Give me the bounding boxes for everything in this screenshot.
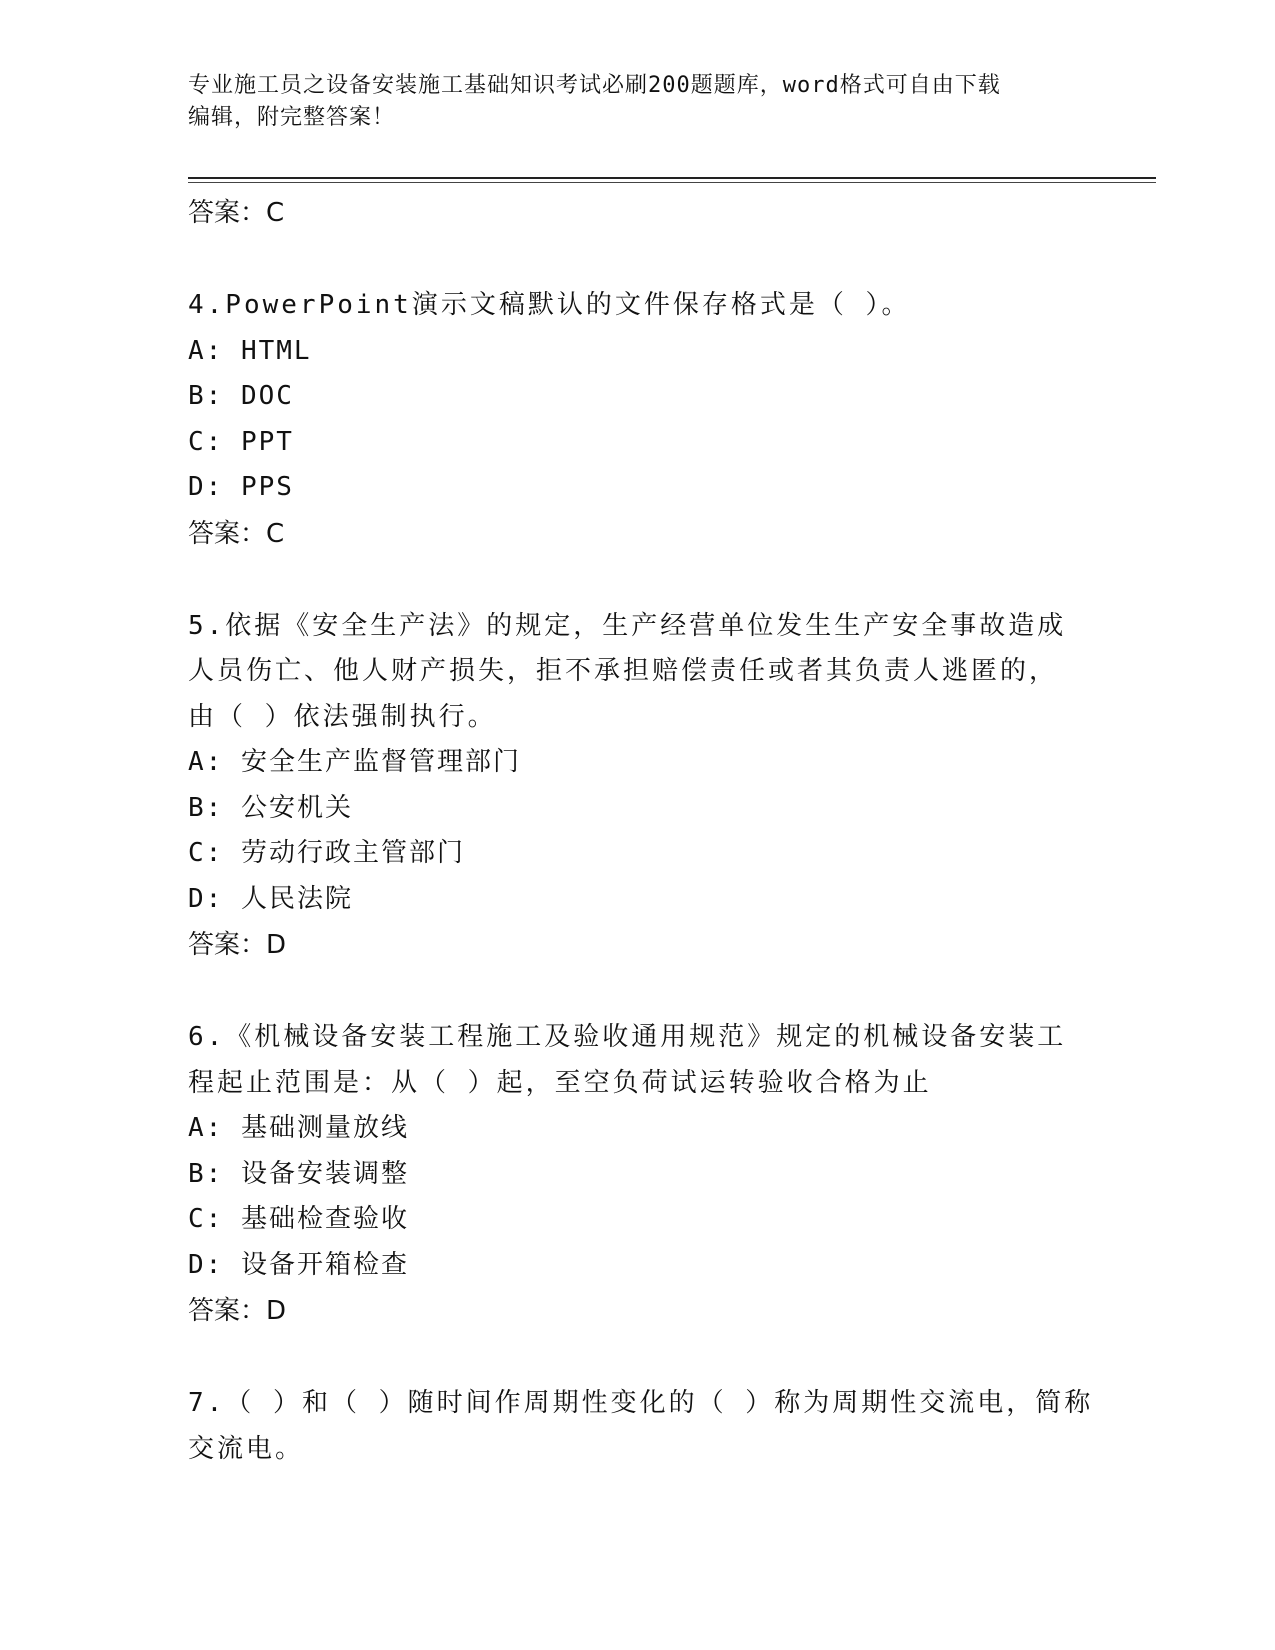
option-d: D: 人民法院 xyxy=(188,883,353,914)
option-b: B: DOC xyxy=(188,381,294,411)
option-a: A: 基础测量放线 xyxy=(188,1113,409,1143)
question-text: 4.PowerPoint演示文稿默认的文件保存格式是（ ）。 xyxy=(188,290,911,320)
option-b: B: 设备安装调整 xyxy=(188,1158,409,1189)
question-text: 5.依据《安全生产法》的规定，生产经营单位发生生产安全事故造成 xyxy=(188,610,1067,641)
question-text: 由（ ）依法强制执行。 xyxy=(188,701,497,732)
answer-line: 答案：C xyxy=(188,198,285,228)
document-header xyxy=(188,70,1068,134)
option-a: A: 安全生产监督管理部门 xyxy=(188,747,521,777)
question-text: 人员伤亡、他人财产损失，拒不承担赔偿责任或者其负责人逃匿的， xyxy=(188,656,1059,686)
header-divider-thin xyxy=(188,182,1156,183)
question-block-7 xyxy=(188,1381,1094,1472)
header-line-2: 编辑，附完整答案！ xyxy=(188,105,396,130)
option-c: C: 基础检查验收 xyxy=(188,1204,409,1234)
header-divider-thick xyxy=(188,177,1156,179)
answer-line: 答案：C xyxy=(188,518,285,549)
question-block-5 xyxy=(188,604,1088,969)
question-text: 7.（ ）和（ ）随时间作周期性变化的（ ）称为周期性交流电，简称 xyxy=(188,1388,1094,1418)
option-c: C: 劳动行政主管部门 xyxy=(188,838,465,868)
question-text: 程起止范围是：从（ ）起，至空负荷试运转验收合格为止 xyxy=(188,1067,932,1098)
answer-line: 答案：D xyxy=(188,1296,287,1326)
question-text: 交流电。 xyxy=(188,1433,305,1464)
option-c: C: PPT xyxy=(188,426,294,457)
answer-line: 答案：D xyxy=(188,930,287,960)
question-block-6 xyxy=(188,1015,1088,1334)
option-d: D: 设备开箱检查 xyxy=(188,1249,409,1280)
option-a: A: HTML xyxy=(188,335,312,366)
option-d: D: PPS xyxy=(188,472,294,502)
option-b: B: 公安机关 xyxy=(188,792,353,823)
header-line-1: 专业施工员之设备安装施工基础知识考试必刷200题题库，word格式可自由下载 xyxy=(188,73,1001,98)
question-block-4 xyxy=(188,283,1088,557)
question-text: 6.《机械设备安装工程施工及验收通用规范》规定的机械设备安装工 xyxy=(188,1022,1067,1052)
document-body xyxy=(188,190,1094,1472)
